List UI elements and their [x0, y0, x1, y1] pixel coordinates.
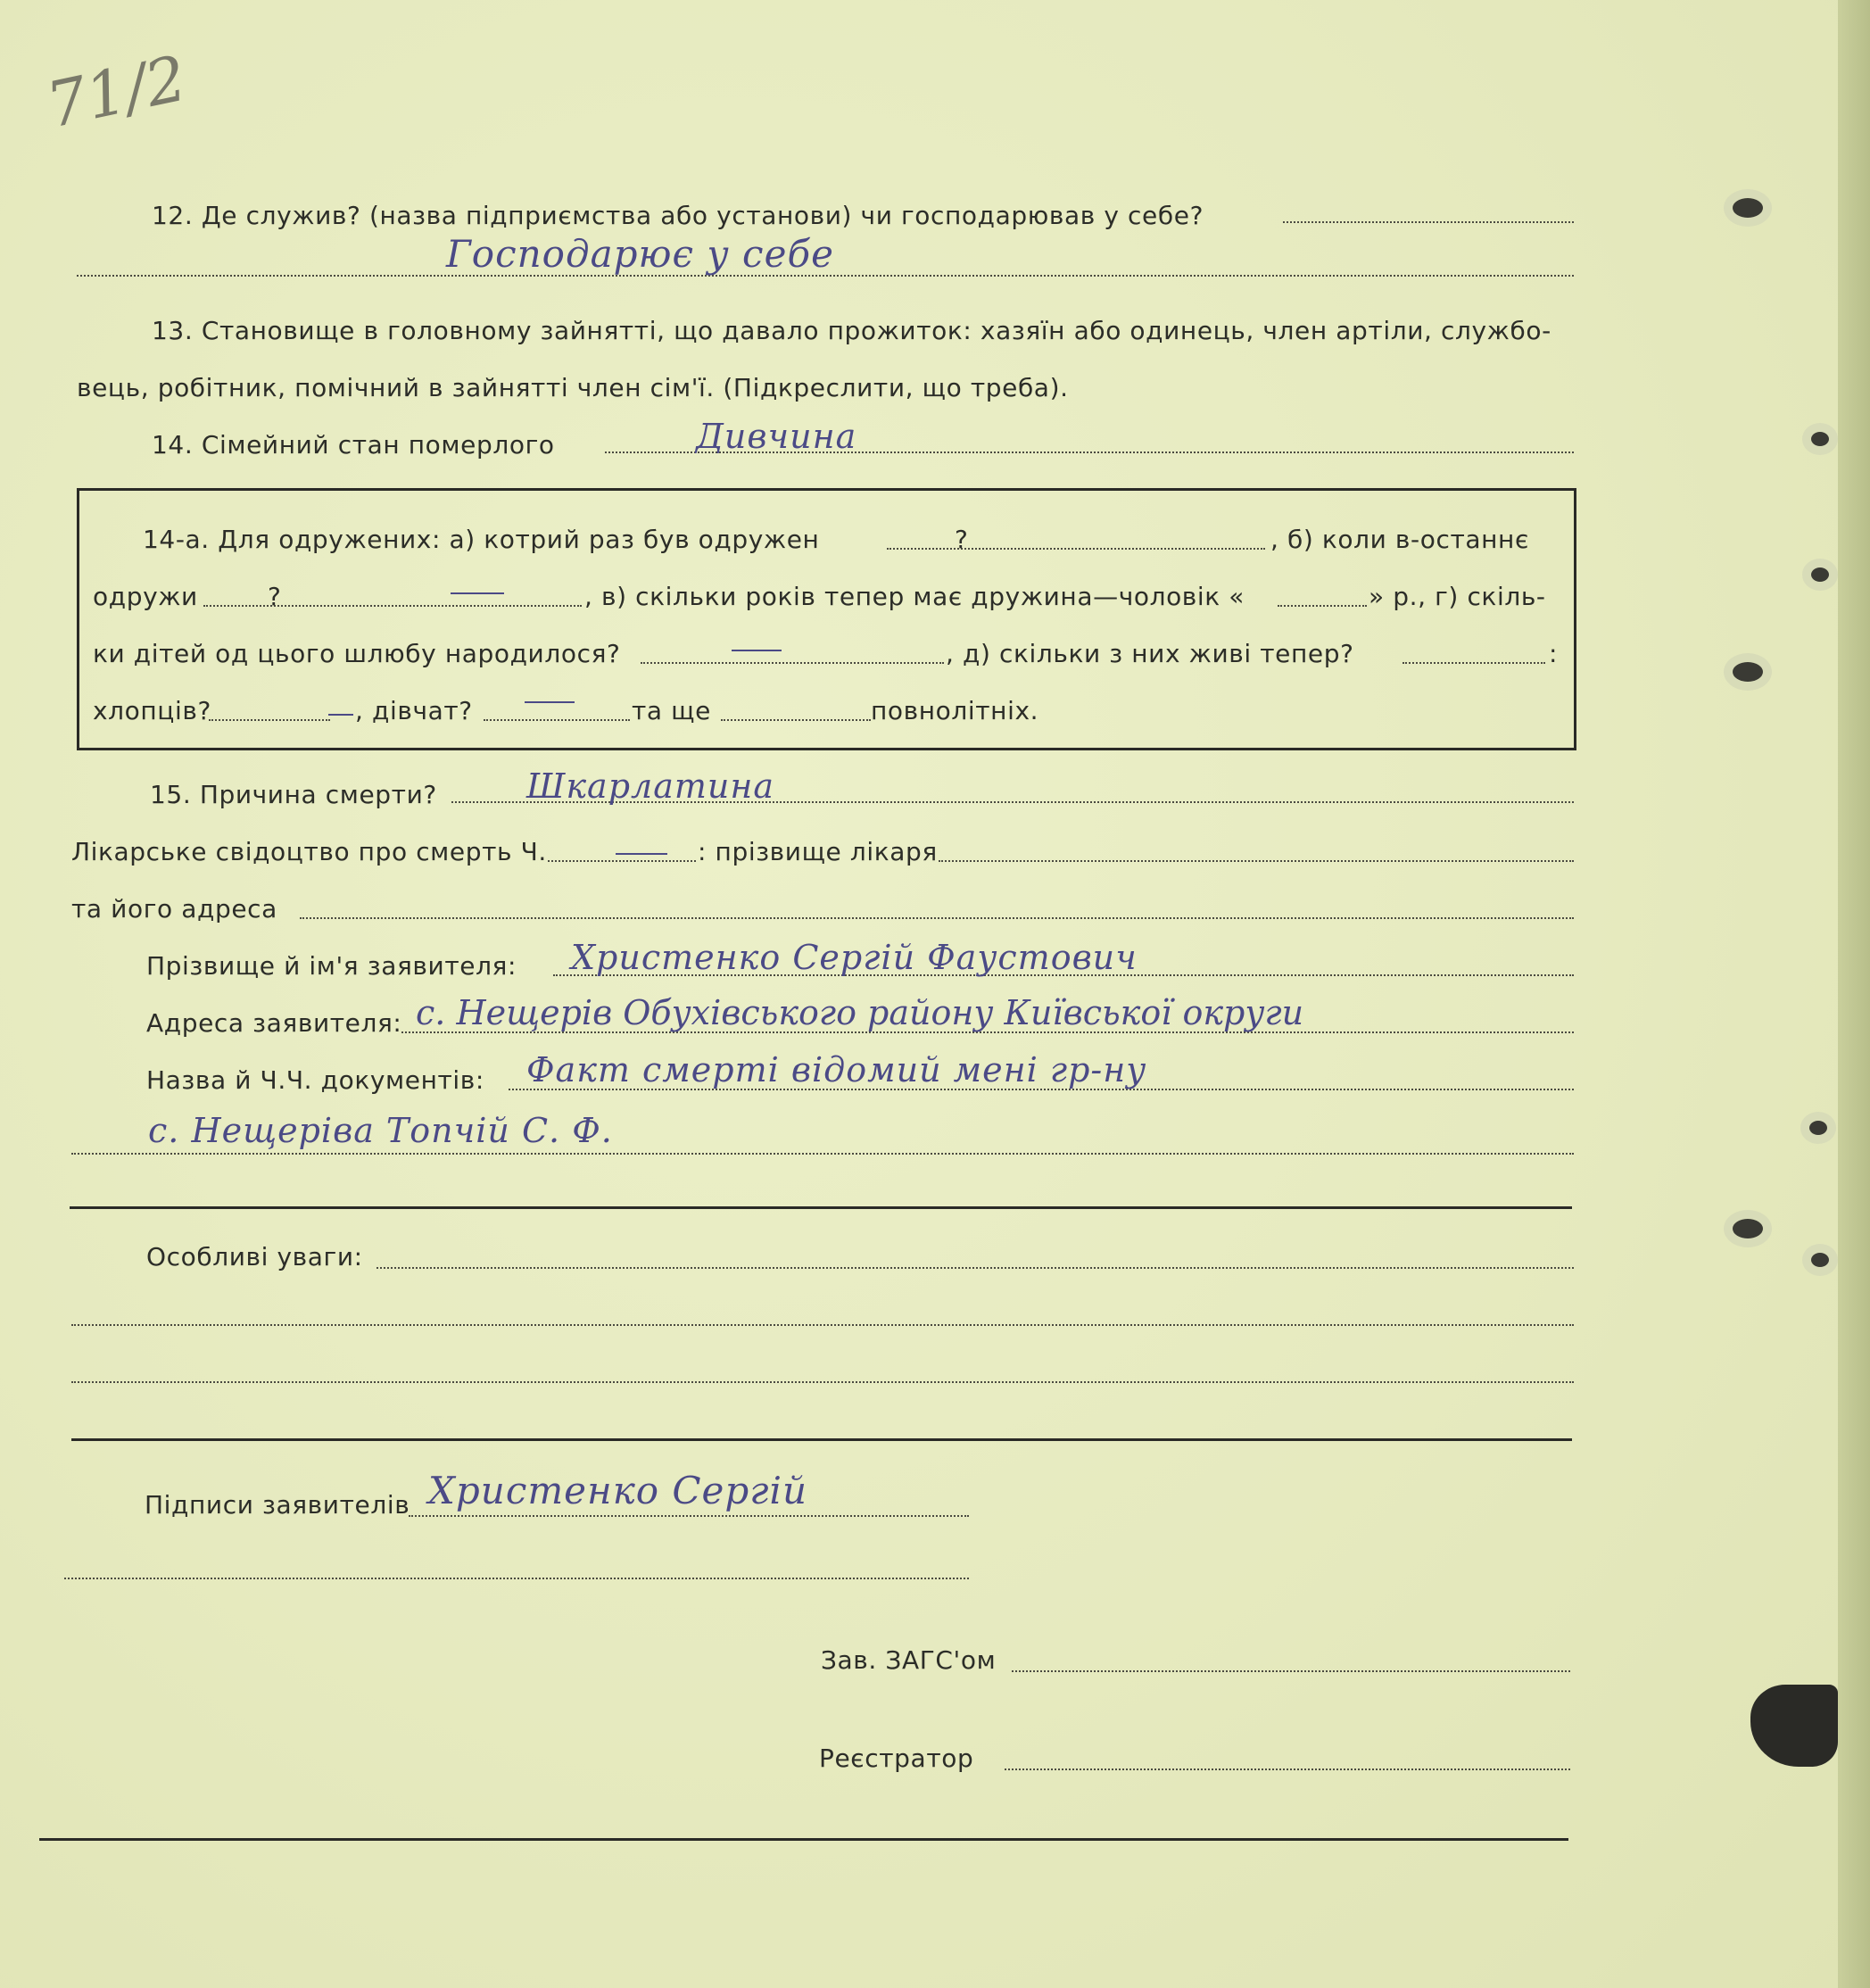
q14-label: 14. Сімейний стан померлого [152, 430, 555, 460]
signatures-label: Підписи заявителів [145, 1490, 410, 1520]
q14a-line4-dash1 [328, 714, 353, 716]
notes-line-2 [71, 1324, 1574, 1326]
q12-dotted-line [1283, 221, 1574, 223]
binding-hole [1733, 1219, 1763, 1238]
registrar-label: Реєстратор [819, 1744, 974, 1773]
documents-value-1: Факт смерті відомий мені гр-ну [526, 1050, 1147, 1089]
binding-hole [1733, 198, 1763, 218]
certificate-number-line [548, 860, 696, 862]
doctor-label: : прізвище лікаря [698, 837, 938, 866]
torn-edge [1750, 1685, 1838, 1767]
certificate-dash [616, 853, 667, 855]
section-rule-1 [70, 1206, 1572, 1209]
documents-label: Назва й Ч.Ч. документів: [146, 1065, 484, 1095]
q14a-line3-b: , д) скільки з них живі тепер? [946, 639, 1354, 668]
doctor-line [939, 860, 1574, 862]
q14a-line3-dash [732, 650, 782, 651]
q15-label: 15. Причина смерти? [150, 780, 437, 809]
q14a-line1-q: ? [955, 525, 969, 554]
q14a-line2-dots2 [1278, 605, 1367, 607]
q12-label: 12. Де служив? (назва підприємства або установи) чи господарював у себе? [152, 201, 1204, 230]
notes-label: Особливі уваги: [146, 1242, 363, 1271]
binding-hole [1733, 662, 1763, 682]
q14a-line3-a: ки дітей од цього шлюбу народилося? [93, 639, 621, 668]
q15-answer: Шкарлатина [526, 766, 775, 806]
q14a-line2-b: , в) скільки років тепер має дружина—чоловік « [584, 582, 1245, 611]
pencil-folio-note: 71/2 [40, 41, 194, 143]
applicant-name-value: Христенко Сергій Фаустович [571, 938, 1138, 977]
q13-line2: вець, робітник, помічний в зайнятті член сім'ї. (Підкреслити, що треба). [77, 373, 1069, 402]
zags-head-line [1012, 1670, 1570, 1672]
q14a-line2-c: » р., г) скіль- [1369, 582, 1546, 611]
bottom-rule [39, 1838, 1568, 1841]
q14a-line2-a: одружи [93, 582, 198, 611]
binding-hole [1811, 1253, 1829, 1267]
q14a-line3-dots2 [1402, 662, 1545, 664]
q14a-line4-dots3 [721, 719, 871, 721]
q14a-line4-c: та ще [632, 696, 711, 725]
q14-answer: Дивчина [696, 417, 857, 456]
notes-line-1 [376, 1267, 1574, 1269]
signatures-line-2 [64, 1578, 969, 1579]
q14a-line2-q: ? [268, 582, 282, 611]
q14a-line2-dots1 [203, 605, 582, 607]
q13-line1: 13. Становище в головному зайнятті, що давало прожиток: хазяїн або одинець, член артіли, службо- [152, 316, 1551, 345]
q14a-line1-dots [887, 548, 1265, 550]
certificate-label: Лікарське свідоцтво про смерть Ч. [71, 837, 547, 866]
applicant-address-value: с. Нещерів Обухівського району Київської округи [416, 993, 1304, 1032]
q14a-line3-dots1 [641, 662, 944, 664]
q14a-line4-dots2 [484, 719, 630, 721]
zags-head-label: Зав. ЗАГС'ом [821, 1645, 997, 1675]
doctor-address-line [300, 917, 1574, 919]
documents-line-2 [71, 1153, 1574, 1155]
q14a-line4-b: , дівчат? [355, 696, 473, 725]
signatures-value: Христенко Сергій [428, 1469, 808, 1512]
registrar-line [1005, 1768, 1570, 1770]
q14a-line1-a: 14-а. Для одружених: а) котрий раз був одружен [143, 525, 820, 554]
q14a-line4-dash2 [525, 701, 575, 703]
q14a-line3-c: : [1549, 639, 1559, 668]
q14a-line4-dots1 [209, 719, 330, 721]
doctor-address-label: та його адреса [71, 894, 277, 924]
notes-line-3 [71, 1381, 1574, 1383]
page-edge [1838, 0, 1870, 1988]
q14a-line4-d: повнолітніх. [871, 696, 1039, 725]
applicant-name-label: Прізвище й ім'я заявителя: [146, 951, 517, 981]
section-rule-2 [71, 1438, 1572, 1441]
signatures-line-1 [409, 1515, 969, 1517]
q14a-line2-dash [451, 592, 504, 594]
binding-hole [1811, 432, 1829, 446]
binding-hole [1809, 1121, 1827, 1135]
applicant-address-label: Адреса заявителя: [146, 1008, 402, 1038]
binding-hole [1811, 567, 1829, 582]
q14a-line4-a: хлопців? [93, 696, 211, 725]
documents-value-2: с. Нещеріва Топчій С. Ф. [148, 1111, 613, 1150]
q12-answer: Господарює у себе [446, 232, 834, 276]
q14a-line1-b: , б) коли в-останнє [1270, 525, 1529, 554]
